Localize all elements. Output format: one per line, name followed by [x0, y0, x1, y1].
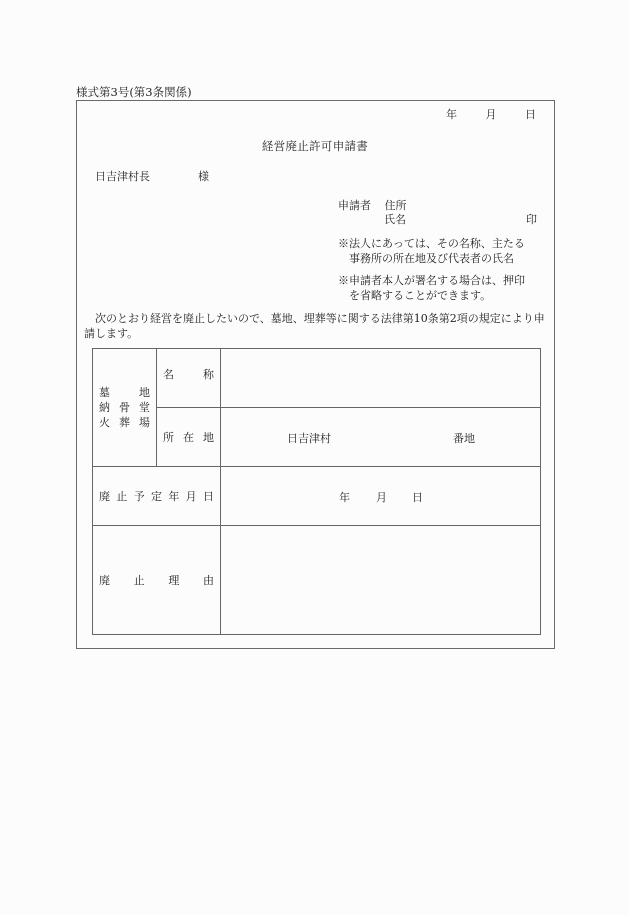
note-line: を省略することができます。: [349, 289, 492, 302]
label-char: 在: [183, 431, 194, 444]
address-label: 住所: [384, 199, 407, 212]
category-char: 墓: [99, 386, 110, 399]
submission-date: [446, 106, 536, 122]
label-char: 理: [168, 574, 180, 587]
village-name: 日吉津村: [287, 432, 331, 445]
category-char: 地: [139, 386, 150, 399]
closure-reason-value-cell[interactable]: [221, 526, 541, 635]
closure-date-label-cell: [93, 467, 221, 526]
name-label-cell: [157, 349, 221, 408]
label-char: 止: [116, 490, 128, 503]
closure-year: 年: [339, 491, 350, 504]
label-char: 日: [202, 490, 214, 503]
addressee: [95, 168, 209, 184]
note-line: 事務所の所在地及び代表者の氏名: [349, 252, 514, 265]
label-char: 地: [203, 431, 214, 444]
label-char: 廃: [99, 490, 110, 503]
label-char: 予: [133, 490, 145, 503]
application-table: [92, 348, 541, 635]
note-line: ※申請者本人が署名する場合は、押印: [338, 274, 525, 287]
label-char: 名: [163, 368, 174, 381]
closure-reason-label-cell: [93, 526, 221, 635]
label-char: 由: [202, 574, 214, 587]
label-char: 定: [150, 490, 162, 503]
applicant-block: [338, 199, 538, 227]
date-day: 日: [525, 108, 536, 121]
seal-mark: 印: [526, 213, 537, 226]
category-char: 堂: [139, 401, 150, 414]
category-char: 葬: [119, 416, 130, 429]
label-char: 月: [185, 490, 197, 503]
closure-date-value-cell[interactable]: [221, 467, 541, 526]
category-char: 場: [139, 416, 150, 429]
facility-category-cell: [93, 349, 157, 467]
label-char: 年: [168, 490, 180, 503]
date-month: 月: [485, 108, 497, 121]
applicant-label: 申請者: [338, 199, 371, 212]
date-year: 年: [446, 108, 457, 121]
location-value-cell[interactable]: [221, 408, 541, 467]
request-statement: 次のとおり経営を廃止したいので、墓地、埋葬等に関する法律第10条第2項の規定により申請します。: [84, 312, 545, 340]
closure-month: 月: [376, 491, 387, 504]
name-label: 氏名: [384, 213, 406, 226]
category-char: 納: [99, 401, 110, 414]
addressee-honorific: 様: [198, 170, 209, 183]
note-signature: [338, 273, 525, 303]
category-char: 火: [99, 416, 110, 429]
note-line: ※法人にあっては、その名称、主たる: [338, 237, 525, 250]
label-char: 称: [203, 368, 214, 381]
lot-number-suffix: 番地: [453, 432, 475, 445]
form-number-label: 様式第3号(第3条関係): [76, 85, 192, 99]
location-label-cell: [157, 408, 221, 467]
note-corporation: [338, 236, 525, 266]
closure-day: 日: [412, 491, 423, 504]
name-value-cell[interactable]: [221, 349, 541, 408]
label-char: 廃: [99, 574, 110, 587]
category-char: 骨: [119, 401, 130, 414]
label-char: 止: [133, 574, 145, 587]
addressee-name: 日吉津村長: [95, 170, 150, 183]
label-char: 所: [163, 431, 174, 444]
document-title: 経営廃止許可申請書: [261, 139, 369, 153]
